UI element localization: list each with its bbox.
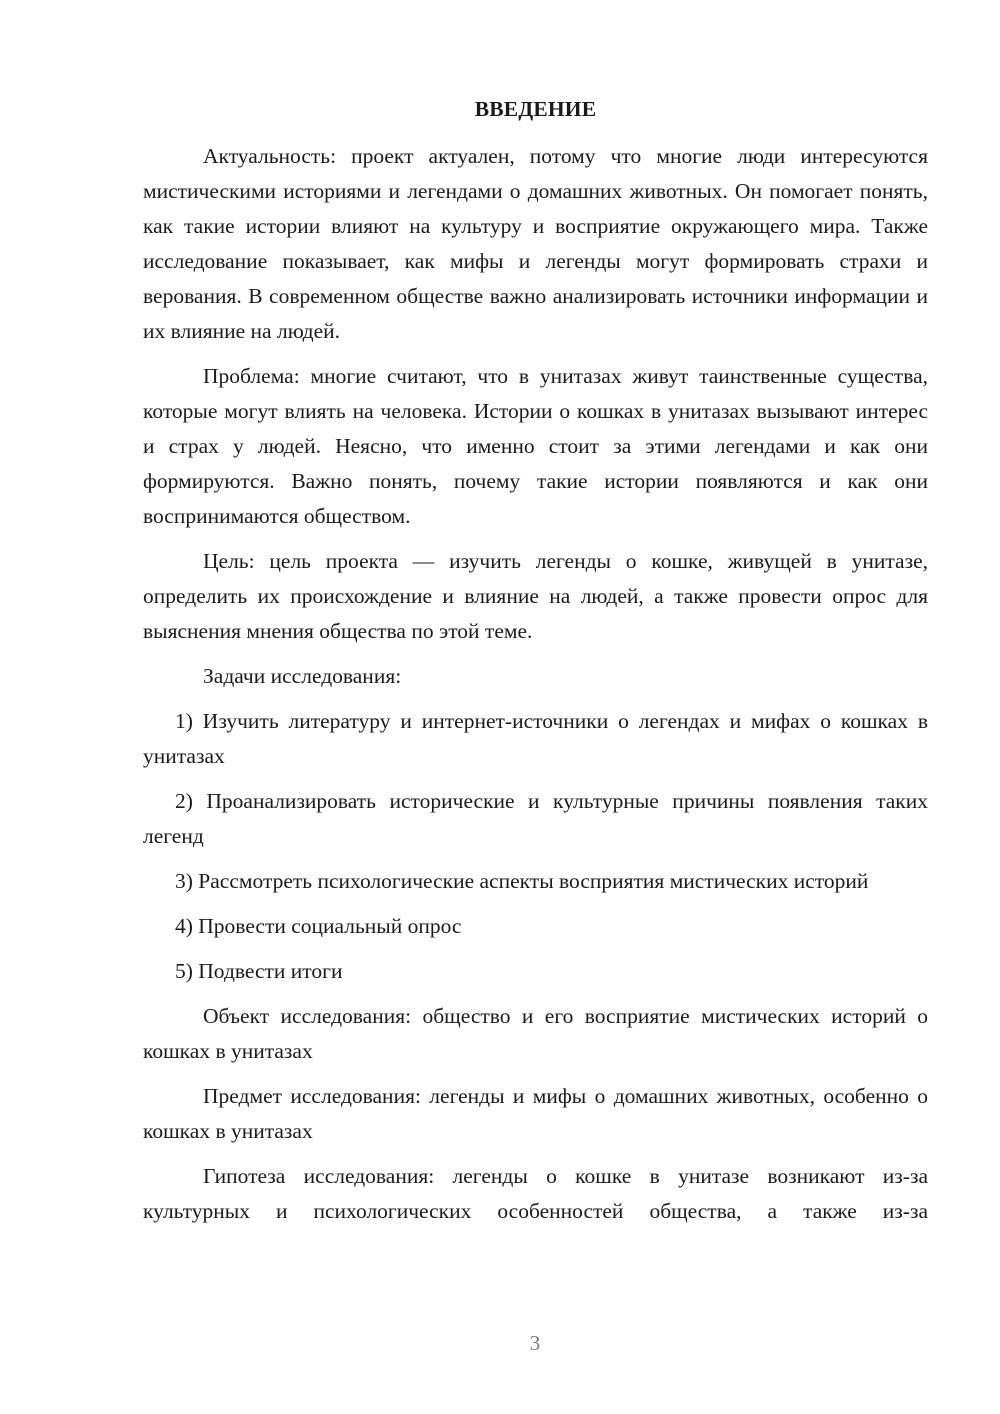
task-item-1: 1) Изучить литературу и интернет-источники о легендах и мифах о кошках в унитазах xyxy=(143,709,928,768)
paragraph-problem: Проблема: многие считают, что в унитазах живут таинственные существа, которые могут влиять на человека. Истории о кошках в унитазах вызывают интерес и страх у людей. Неясно, что именно стоит за этими легендами и как они формируются. Важно понять, почему такие истории появляются и как они воспринимаются обществом. xyxy=(143,364,928,528)
page-number: 3 xyxy=(529,1331,541,1355)
task-item-5: 5) Подвести итоги xyxy=(175,959,343,983)
task-item-4: 4) Провести социальный опрос xyxy=(175,914,462,938)
paragraph-subject: Предмет исследования: легенды и мифы о домашних животных, особенно о кошках в унитазах xyxy=(143,1084,928,1143)
paragraph-object: Объект исследования: общество и его восприятие мистических историй о кошках в унитазах xyxy=(143,1004,928,1063)
tasks-heading: Задачи исследования: xyxy=(203,664,402,688)
section-title: ВВЕДЕНИЕ xyxy=(474,97,597,121)
paragraph-relevance: Актуальность: проект актуален, потому что многие люди интересуются мистическими историями и легендами о домашних животных. Он помогает понять, как такие истории влияют на культуру и восприятие окружающего мира. Также исследование показывает, как мифы и легенды могут формировать страхи и верования. В современном обществе важно анализировать источники информации и их влияние на людей. xyxy=(143,144,928,343)
paragraph-hypothesis: Гипотеза исследования: легенды о кошке в унитазе возникают из-за культурных и психологических особенностей общества, а также из-за xyxy=(143,1164,928,1223)
task-item-3: 3) Рассмотреть психологические аспекты восприятия мистических историй xyxy=(175,869,869,893)
page-content xyxy=(143,92,928,1239)
paragraph-goal: Цель: цель проекта — изучить легенды о кошке, живущей в унитазе, определить их происхождение и влияние на людей, а также провести опрос для выяснения мнения общества по этой теме. xyxy=(143,549,928,643)
task-item-2: 2) Проанализировать исторические и культурные причины появления таких легенд xyxy=(143,789,928,848)
